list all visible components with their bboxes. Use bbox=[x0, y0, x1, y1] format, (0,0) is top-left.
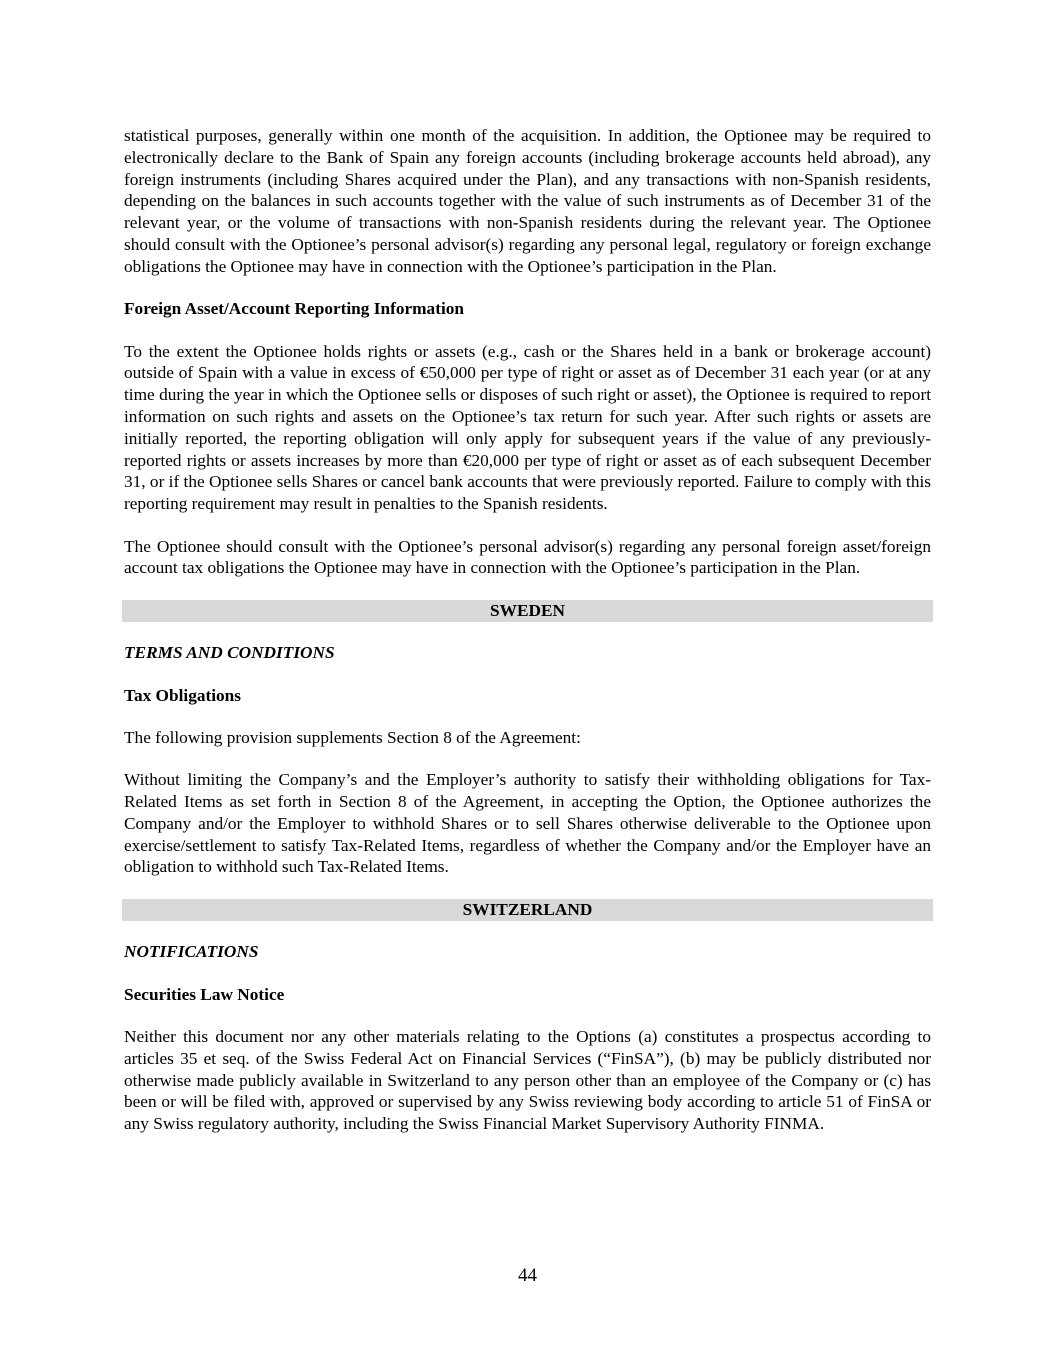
page-number: 44 bbox=[518, 1265, 537, 1286]
foreign-asset-heading: Foreign Asset/Account Reporting Information bbox=[124, 299, 465, 319]
switzerland-securities-heading: Securities Law Notice bbox=[124, 984, 285, 1004]
sweden-supplement-paragraph: The following provision supplements Section 8 of the Agreement: bbox=[124, 727, 581, 747]
switzerland-securities-paragraph: Neither this document nor any other materials relating to the Options (a) constitutes a prospectus according to articles 35 et seq. of the Swiss Federal Act on Financial Services (“FinSA”), (b) may be publicly distributed nor otherwise made publicly available in Switzerland to any person other than an employee of the Company or (c) has been or will be filed with, approved or supervised by any Swiss reviewing body according to article 51 of FinSA or any Swiss regulatory authority, including the Swiss Financial Market Supervisory Authority FINMA. bbox=[124, 1027, 931, 1134]
country-header-switzerland: SWITZERLAND bbox=[122, 899, 933, 921]
country-header-sweden: SWEDEN bbox=[122, 600, 933, 622]
sweden-section-title: TERMS AND CONDITIONS bbox=[124, 643, 335, 663]
switzerland-section-title: NOTIFICATIONS bbox=[124, 942, 259, 962]
sweden-tax-heading: Tax Obligations bbox=[124, 685, 242, 705]
spain-exchange-control-paragraph: statistical purposes, generally within one month of the acquisition. In addition, the Optionee may be required to electronically declare to the Bank of Spain any foreign accounts (including brokerage accounts held abroad), any foreign instruments (including Shares acquired under the Plan), and any transactions with non-Spanish residents, depending on the balances in such accounts together with the value of such instruments as of December 31 of the relevant year, or the volume of transactions with non-Spanish residents during the relevant year. The Optionee should consult with the Optionee’s personal advisor(s) regarding any personal legal, regulatory or foreign exchange obligations the Optionee may have in connection with the Optionee’s participation in the Plan. bbox=[124, 126, 931, 276]
document-body bbox=[124, 125, 931, 1156]
advisor-paragraph: The Optionee should consult with the Optionee’s personal advisor(s) regarding any personal foreign asset/foreign account tax obligations the Optionee may have in connection with the Optionee’s participation in the Plan. bbox=[124, 536, 931, 578]
foreign-asset-paragraph: To the extent the Optionee holds rights or assets (e.g., cash or the Shares held in a bank or brokerage account) outside of Spain with a value in excess of €50,000 per type of right or asset as of December 31 each year (or at any time during the year in which the Optionee sells or disposes of such right or asset), the Optionee is required to report information on such rights and assets on the Optionee’s tax return for such year. After such rights or assets are initially reported, the reporting obligation will only apply for subsequent years if the value of any previously-reported rights or assets increases by more than €20,000 per type of right or asset as of each subsequent December 31, or if the Optionee sells Shares or cancel bank accounts that were previously reported. Failure to comply with this reporting requirement may result in penalties to the Spanish residents. bbox=[124, 341, 931, 514]
sweden-withholding-paragraph: Without limiting the Company’s and the Employer’s authority to satisfy their withholding obligations for Tax-Related Items as set forth in Section 8 of the Agreement, in accepting the Option, the Optionee authorizes the Company and/or the Employer to withhold Shares or to sell Shares otherwise deliverable to the Optionee upon exercise/settlement to satisfy Tax-Related Items, regardless of whether the Company and/or the Employer have an obligation to withhold such Tax-Related Items. bbox=[124, 770, 931, 877]
